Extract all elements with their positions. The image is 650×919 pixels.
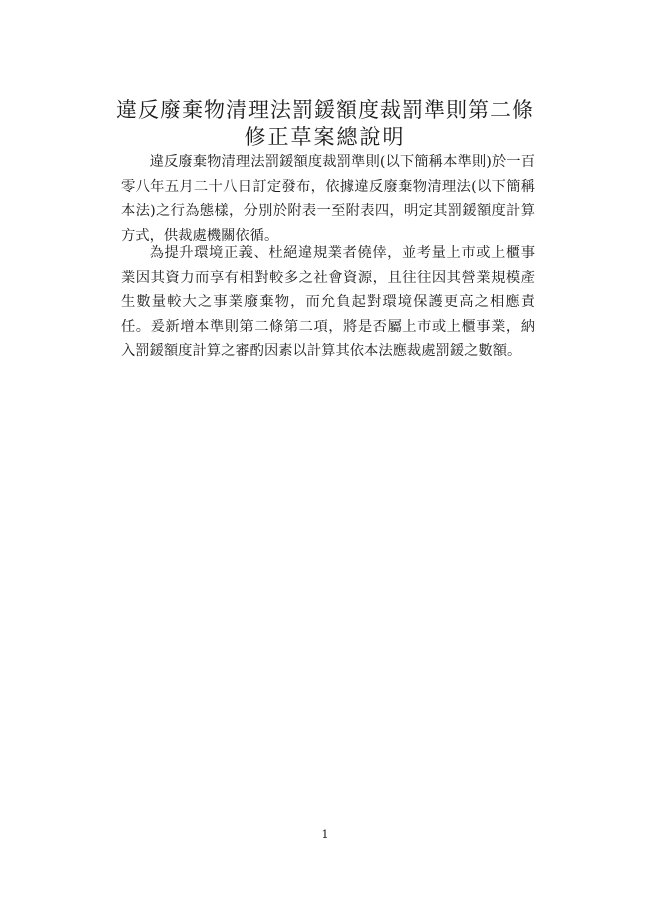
page-number: 1: [321, 828, 329, 841]
paragraph-2: [121, 241, 535, 364]
paragraph-1-text: 違反廢棄物清理法罰鍰額度裁罰準則(以下簡稱本準則)於一百零八年五月二十八日訂定發布，依據違反廢棄物清理法(以下簡稱本法)之行為態樣，分別於附表一至附表四，明定其罰鍰額度計算方式，供裁處機關依循。: [121, 154, 535, 244]
paragraph-2-text: 為提升環境正義、杜絕違規業者僥倖，並考量上市或上櫃事業因其資力而享有相對較多之社會資源，且往往因其營業規模產生數量較大之事業廢棄物，而允負起對環境保護更高之相應責任。爰新增本準則第二條第二項，將是否屬上市或上櫃事業，納入罰鍰額度計算之審酌因素以計算其依本法應裁處罰鍰之數額。: [121, 245, 535, 359]
document-title-line-2: 修正草案總說明: [244, 125, 406, 149]
document-title-line-1: 違反廢棄物清理法罰鍰額度裁罰準則第二條: [116, 98, 534, 122]
paragraph-1: [121, 150, 535, 248]
